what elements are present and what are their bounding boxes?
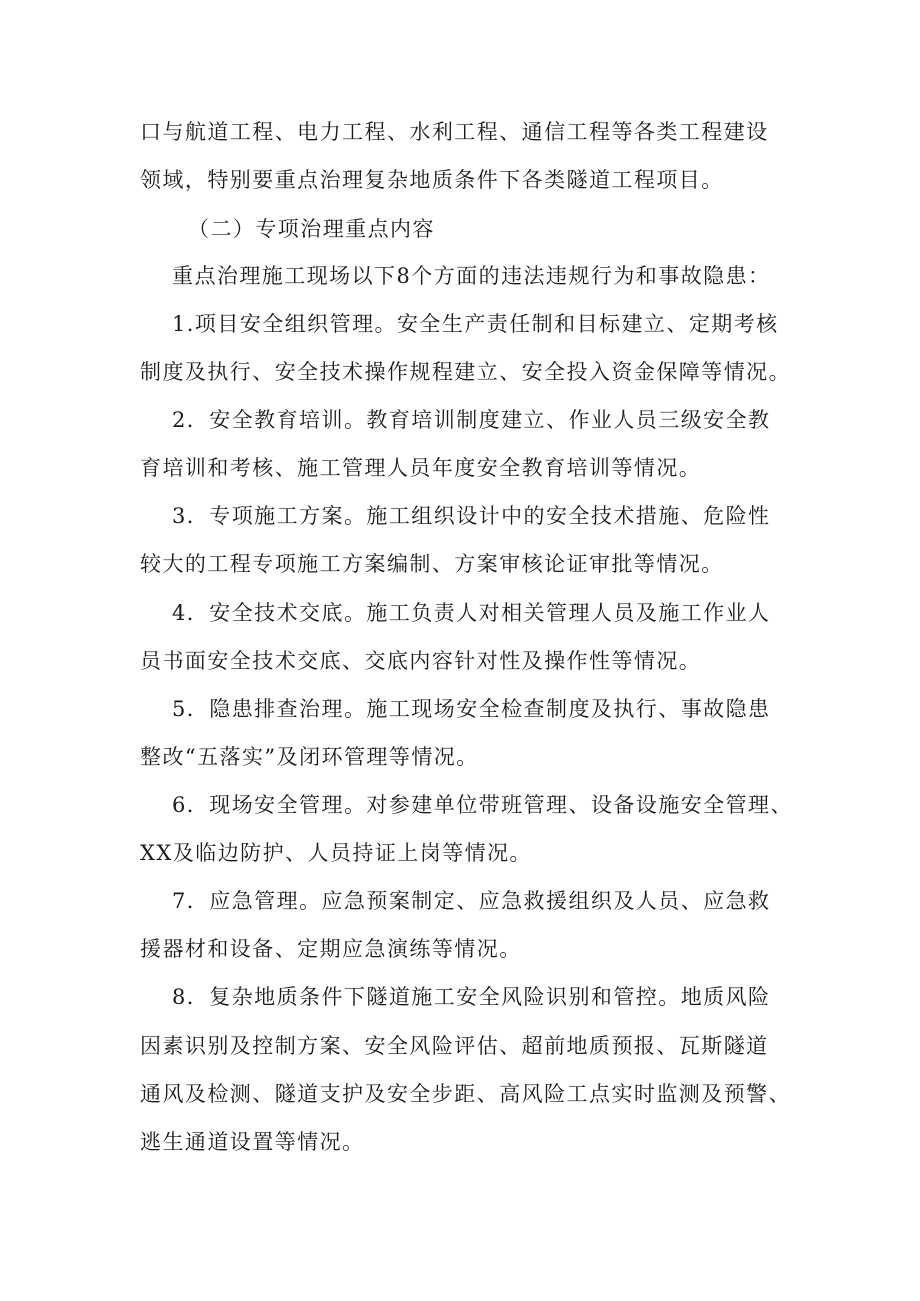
list-item-6: 6．现场安全管理。对参建单位带班管理、设备设施安全管理、 (172, 793, 793, 817)
paragraph-intro: 重点治理施工现场以下8个方面的违法违规行为和事故隐患： (172, 264, 771, 288)
text-line: 口与航道工程、电力工程、水利工程、通信工程等各类工程建设 (140, 120, 769, 144)
list-item-2: 2．安全教育培训。教育培训制度建立、作业人员三级安全教 (172, 408, 771, 432)
section-heading: （二）专项治理重点内容 (188, 217, 435, 241)
text-line: 因素识别及控制方案、安全风险评估、超前地质预报、瓦斯隧道 (140, 1034, 769, 1058)
text-line: 较大的工程专项施工方案编制、方案审核论证审批等情况。 (140, 552, 724, 576)
text-line: 逃生通道设置等情况。 (140, 1130, 365, 1154)
list-item-5: 5．隐患排查治理。施工现场安全检查制度及执行、事故隐患 (172, 697, 771, 721)
text-line: 通风及检测、隧道支护及安全步距、高风险工点实时监测及预警、 (140, 1082, 792, 1106)
text-line: 整改“五落实”及闭环管理等情况。 (140, 745, 479, 769)
text-line: 领域，特别要重点治理复杂地质条件下各类隧道工程项目。 (140, 168, 724, 192)
text-line: 员书面安全技术交底、交底内容针对性及操作性等情况。 (140, 649, 702, 673)
list-item-1: 1.项目安全组织管理。安全生产责任制和目标建立、定期考核 (172, 312, 779, 336)
list-item-8: 8．复杂地质条件下隧道施工安全风险识别和管控。地质风险 (172, 985, 771, 1009)
list-item-4: 4．安全技术交底。施工负责人对相关管理人员及施工作业人 (172, 601, 771, 625)
list-item-7: 7．应急管理。应急预案制定、应急救援组织及人员、应急救 (172, 889, 771, 913)
text-line: 制度及执行、安全技术操作规程建立、安全投入资金保障等情况。 (140, 360, 792, 384)
text-line: 育培训和考核、施工管理人员年度安全教育培训等情况。 (140, 456, 702, 480)
text-line: 援器材和设备、定期应急演练等情况。 (140, 937, 522, 961)
text-line: XX及临边防护、人员持证上岗等情况。 (140, 841, 532, 865)
list-item-3: 3．专项施工方案。施工组织设计中的安全技术措施、危险性 (172, 504, 771, 528)
